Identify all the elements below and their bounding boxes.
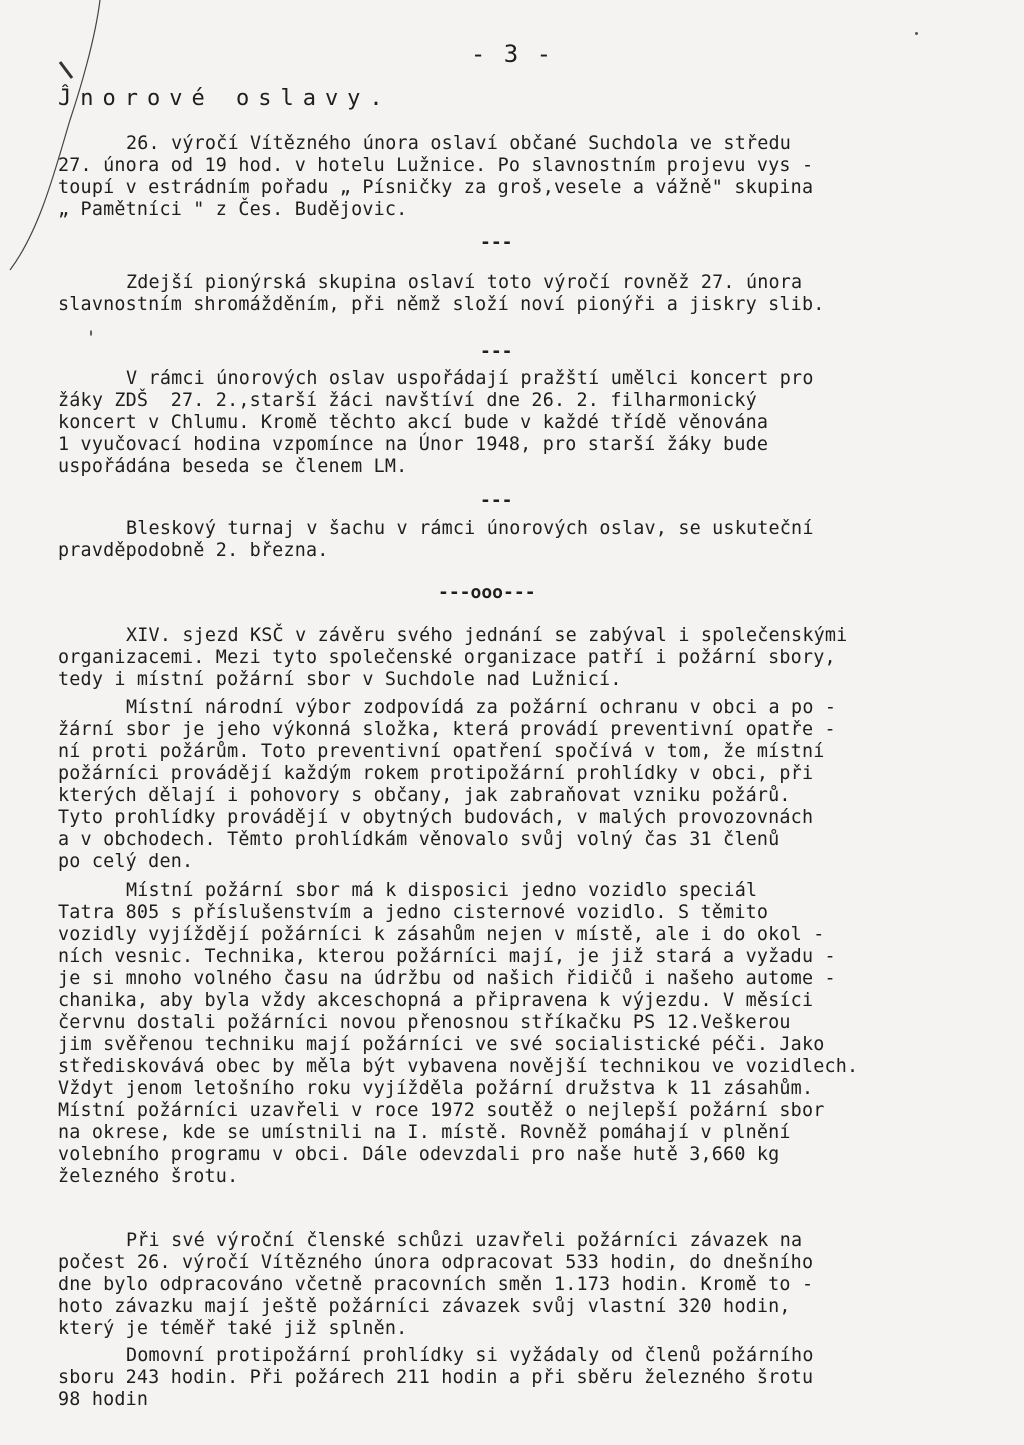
text-line: střediskovává obec by měla být vybavena novější technikou ve vozidlech.	[58, 1056, 859, 1077]
text-line: koncert v Chlumu. Kromě těchto akcí bude v každé třídě věnována	[58, 412, 769, 433]
text-line: Domovní protipožární prohlídky si vyžádaly od členů požárního	[126, 1345, 814, 1366]
text-line: Tatra 805 s příslušenstvím a jedno cisternové vozidlo. S těmito	[58, 902, 769, 923]
text-line: železného šrotu.	[58, 1166, 239, 1187]
text-line: žáky ZDŠ 27. 2.,starší žáci navštíví dne 26. 2. filharmonický	[58, 390, 757, 411]
text-line: Místní národní výbor zodpovídá za požární ochranu v obci a po -	[126, 697, 837, 718]
text-line: jim svěřenou techniku mají požárníci ve své socialistické péči. Jako	[58, 1034, 825, 1055]
text-line: Vždyt jenom letošního roku vyjížděla požární družstva k 11 zásahům.	[58, 1078, 814, 1099]
section-separator: ---	[480, 490, 513, 511]
text-line: pravděpodobně 2. března.	[58, 540, 329, 561]
text-line: Tyto prohlídky provádějí v obytných budovách, v malých provozovnách	[58, 807, 814, 828]
text-line: kterých dělají i pohovory s občany, jak zabraňovat vzniku požárů.	[58, 785, 791, 806]
text-line: XIV. sjezd KSČ v závěru svého jednání se zabýval i společenskými	[126, 625, 848, 646]
text-line: požárníci provádějí každým rokem protipožární prohlídky v obci, při	[58, 763, 814, 784]
text-line: červnu dostali požárníci novou přenosnou stříkačku PS 12.Veškerou	[58, 1012, 791, 1033]
paper-speck	[90, 330, 92, 336]
text-line: počest 26. výročí Vítězného února odpracovat 533 hodin, do dnešního	[58, 1252, 814, 1273]
page-number: - 3 -	[470, 40, 554, 68]
text-line: 98 hodin	[58, 1389, 149, 1410]
section-separator: ---	[480, 341, 513, 362]
text-line: 26. výročí Vítězného února oslaví občané Suchdola ve středu	[126, 133, 792, 154]
text-line: V rámci únorových oslav uspořádají pražští umělci koncert pro	[126, 368, 814, 389]
text-line: a v obchodech. Těmto prohlídkám věnovalo svůj volný čas 31 členů	[58, 829, 780, 850]
section-heading: Ĵnorové oslavy.	[58, 86, 392, 111]
paper-speck	[915, 32, 918, 35]
text-line: volebního programu v obci. Dále odevzdali pro naše hutě 3,660 kg	[58, 1144, 780, 1165]
text-line: Místní požární sbor má k disposici jedno vozidlo speciál	[126, 880, 758, 901]
text-line: Zdejší pionýrská skupina oslaví toto výročí rovněž 27. února	[126, 272, 803, 293]
text-line: Místní požárníci uzavřeli v roce 1972 soutěž o nejlepší požární sbor	[58, 1100, 825, 1121]
text-line: po celý den.	[58, 851, 194, 872]
text-line: který je téměř také již splněn.	[58, 1318, 408, 1339]
text-line: na okrese, kde se umístnili na I. místě. Rovněž pomáhají v plnění	[58, 1122, 791, 1143]
text-line: je si mnoho volného času na údržbu od našich řidičů i našeho autome -	[58, 968, 836, 989]
text-line: dne bylo odpracováno včetně pracovních směn 1.173 hodin. Kromě to -	[58, 1274, 814, 1295]
text-line: ní proti požárům. Toto preventivní opatření spočívá v tom, že místní	[58, 741, 825, 762]
text-line: hoto závazku mají ještě požárníci závazek svůj vlastní 320 hodin,	[58, 1296, 791, 1317]
text-line: Bleskový turnaj v šachu v rámci únorových oslav, se uskuteční	[126, 518, 814, 539]
text-line: „ Pamětníci " z Čes. Budějovic.	[58, 199, 408, 220]
text-line: uspořádána beseda se členem LM.	[58, 456, 408, 477]
section-separator: ---ooo---	[438, 582, 536, 603]
text-line: organizacemi. Mezi tyto společenské organizace patří i požární sbory,	[58, 647, 836, 668]
text-line: 27. února od 19 hod. v hotelu Lužnice. Po slavnostním projevu vys -	[58, 155, 814, 176]
text-line: slavnostním shromážděním, při němž složí noví pionýři a jiskry slib.	[58, 294, 825, 315]
text-line: vozidly vyjíždějí požárníci k zásahům nejen v místě, ale i do okol -	[58, 924, 825, 945]
text-line: tedy i místní požární sbor v Suchdole nad Lužnicí.	[58, 669, 622, 690]
text-line: 1 vyučovací hodina vzpomínce na Únor 1948, pro starší žáky bude	[58, 434, 769, 455]
text-line: Při své výroční členské schůzi uzavřeli požárníci závazek na	[126, 1230, 803, 1251]
text-line: chanika, aby byla vždy akceschopná a připravena k výjezdu. V měsíci	[58, 990, 814, 1011]
text-line: žární sbor je jeho výkonná složka, která provádí preventivní opatře -	[58, 719, 836, 740]
text-line: sboru 243 hodin. Při požárech 211 hodin a při sběru železného šrotu	[58, 1367, 814, 1388]
text-line: toupí v estrádním pořadu „ Písničky za groš,vesele a vážně" skupina	[58, 177, 814, 198]
text-line: ních vesnic. Technika, kterou požárníci mají, je již stará a vyžadu -	[58, 946, 836, 967]
section-separator: ---	[480, 232, 513, 253]
